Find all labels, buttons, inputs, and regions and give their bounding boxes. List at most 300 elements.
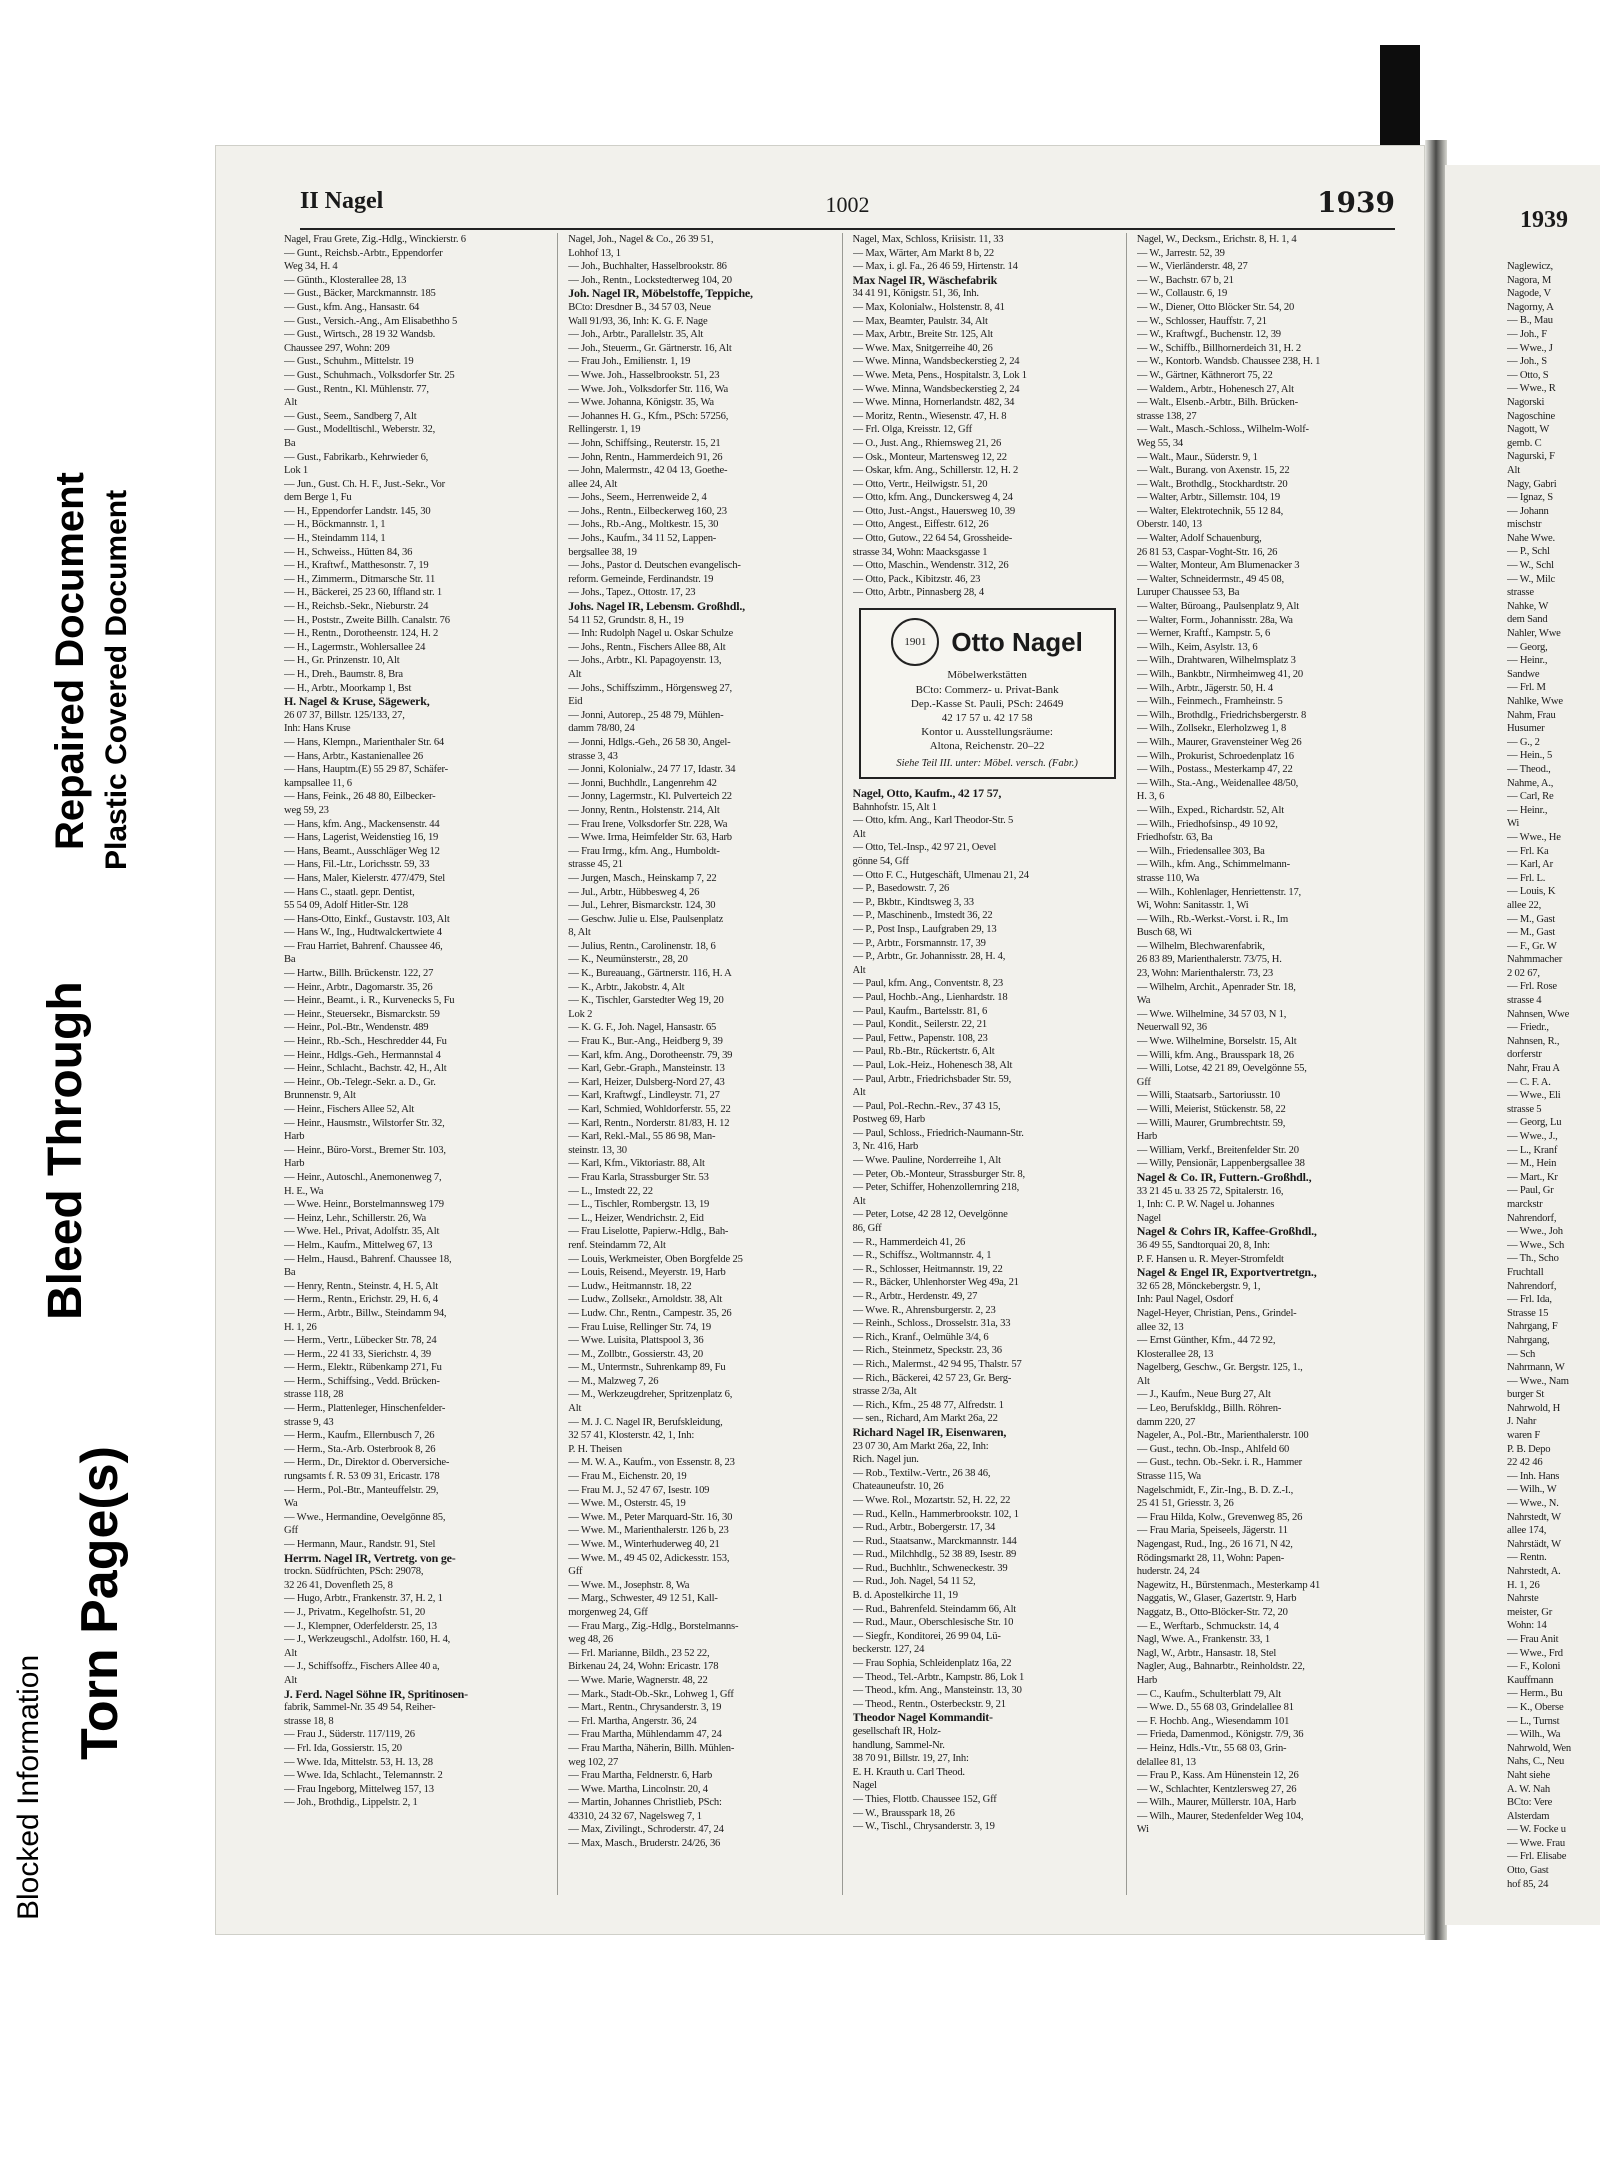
directory-entry: — P., Arbtr., Gr. Johannisstr. 28, H. 4,: [852, 951, 1006, 963]
next-page-entry: — Otto, S: [1507, 369, 1549, 381]
directory-entry: — Wwe. Irma, Heimfelder Str. 63, Harb: [568, 832, 732, 844]
directory-entry: — Frau Ingeborg, Mittelweg 157, 13: [284, 1783, 434, 1795]
directory-entry: — Frau Harriet, Bahrenf. Chaussee 46,: [284, 940, 443, 952]
column-2: [564, 233, 842, 1895]
next-page-entry: — Wwe., Nam: [1507, 1375, 1569, 1387]
next-page-entry: — Wwe., Eli: [1507, 1090, 1561, 1102]
directory-entry: — Mart., Rentn., Chrysanderstr. 3, 19: [568, 1702, 722, 1714]
next-page-entry: Nagorny, A: [1507, 301, 1554, 313]
directory-entry: Theodor Nagel Kommandit-: [852, 1711, 993, 1725]
directory-entry: — Mark., Stadt-Ob.-Skr., Lohweg 1, Gff: [568, 1688, 734, 1700]
directory-entry: — Johs., Rb.-Ang., Moltkestr. 15, 30: [568, 519, 719, 531]
directory-entry: — Rich., Kfm., 25 48 77, Alfredstr. 1: [852, 1399, 1004, 1411]
directory-entry: — Karl, Rekl.-Mal., 55 86 98, Man-: [568, 1131, 716, 1143]
directory-entry: — Herm., Elektr., Rübenkamp 271, Fu: [284, 1362, 442, 1374]
next-page-entry: dem Sand: [1507, 614, 1548, 626]
directory-entry: weg 48, 26: [568, 1634, 614, 1646]
next-page-entry: — Georg, Lu: [1507, 1117, 1562, 1129]
directory-entry: — Joh., Buchhalter, Hasselbrookstr. 86: [568, 261, 727, 273]
next-page-entry: Alt: [1507, 464, 1520, 476]
directory-entry: Klosterallee 28, 13: [1136, 1348, 1214, 1360]
directory-entry: — Joh., Brothdig., Lippelstr. 2, 1: [284, 1797, 418, 1809]
directory-entry: Nagel-Heyer, Christian, Pens., Grindel-: [1136, 1307, 1297, 1319]
next-page-entry: — W., Milc: [1507, 573, 1556, 585]
directory-entry: Johs. Nagel IR, Lebensm. Großhdl.,: [568, 600, 745, 614]
directory-entry: — Rud., Buchhltr., Schweneckestr. 39: [852, 1562, 1008, 1574]
directory-entry: Lok 1: [284, 465, 309, 477]
directory-entry: — Heinr., Rb.-Sch., Heschredder 44, Fu: [284, 1036, 447, 1048]
next-page-entry: Nahrste: [1507, 1593, 1539, 1605]
directory-entry: — Gust., Modelltischl., Weberstr. 32,: [284, 424, 436, 436]
directory-entry: — Osk., Monteur, Martensweg 12, 22: [852, 451, 1007, 463]
directory-entry: — Herm., Schiffsing., Vedd. Brücken-: [284, 1375, 440, 1387]
directory-entry: — Wwe. M., 49 45 02, Adickesstr. 153,: [568, 1552, 730, 1564]
directory-entry: — Wilh., Postass., Mesterkamp 47, 22: [1136, 764, 1293, 776]
page-header: [300, 180, 1395, 230]
directory-entry: — Willi, Staatsarb., Sartoriusstr. 10: [1136, 1090, 1280, 1102]
directory-entry: — Walter, Adolf Schauenburg,: [1136, 533, 1262, 545]
directory-entry: — Wwe. Hel., Privat, Adolfstr. 35, Alt: [284, 1226, 440, 1238]
directory-entry: — Wilh., Exped., Richardstr. 52, Alt: [1136, 804, 1284, 816]
directory-entry: — Wilh., Brothdlg., Friedrichsbergerstr. 8: [1136, 709, 1307, 721]
directory-entry: — Hans, Arbtr., Kastanienallee 26: [284, 750, 424, 762]
directory-entry: — Theod., kfm. Ang., Mansteinstr. 13, 30: [852, 1685, 1022, 1697]
next-page-entry: — K., Oberse: [1507, 1701, 1564, 1713]
directory-entry: — Frau Martha, Feldnerstr. 6, Harb: [568, 1770, 713, 1782]
directory-entry: — Günth., Klosterallee 28, 13: [284, 274, 407, 286]
directory-entry: — Karl, Rentn., Norderstr. 81/83, H. 12: [568, 1117, 730, 1129]
directory-entry: — Otto, Pack., Kibitzstr. 46, 23: [852, 573, 981, 585]
directory-entry: — Max, Kolonialw., Holstenstr. 8, 41: [852, 301, 1005, 313]
label-plastic-covered-document: Plastic Covered Document: [100, 489, 133, 870]
directory-entry: — Otto, Vertr., Heilwigstr. 51, 20: [852, 478, 988, 490]
directory-entry: — Gust., Bäcker, Marckmannstr. 185: [284, 288, 436, 300]
directory-entry: — Frau Irmg., kfm. Ang., Humboldt-: [568, 845, 720, 857]
directory-entry: — W., Gärtner, Käthnerort 75, 22: [1136, 369, 1273, 381]
directory-entry: — R., Bäcker, Uhlenhorster Weg 49a, 21: [852, 1277, 1019, 1289]
next-page-entry: — Frl. M: [1507, 682, 1546, 694]
directory-entry: — Wilh., Prokurist, Schroedenplatz 16: [1136, 750, 1294, 762]
directory-entry: — Wwe. Wilhelmine, Borselstr. 15, Alt: [1136, 1036, 1297, 1048]
directory-entry: — Herm., Plattenleger, Hinschenfelder-: [284, 1403, 446, 1415]
next-page-entry: Nahrwold, H: [1507, 1402, 1561, 1414]
next-page-entry: Strasse 15: [1507, 1307, 1549, 1319]
directory-entry: — Wilhelm, Archit., Apenrader Str. 18,: [1136, 981, 1296, 993]
directory-entry: — Martin, Johannes Christlieb, PSch:: [568, 1797, 722, 1809]
directory-entry: Alt: [284, 397, 297, 409]
directory-entry: — Karl, Kfm., Viktoriastr. 88, Alt: [568, 1158, 705, 1170]
directory-entry: allee 32, 13: [1136, 1321, 1184, 1333]
directory-entry: — E., Werftarb., Schmuckstr. 14, 4: [1136, 1620, 1279, 1632]
directory-entry: — H., Böckmannstr. 1, 1: [284, 519, 386, 531]
directory-entry: — Hans, Fil.-Ltr., Lorichsstr. 59, 33: [284, 859, 430, 871]
directory-entry: — Frau Maria, Speiseels, Jägerstr. 11: [1136, 1525, 1288, 1537]
directory-entry: Alt: [284, 1647, 297, 1659]
directory-entry: — Paul, Rb.-Btr., Rückertstr. 6, Alt: [852, 1046, 995, 1058]
directory-entry: — K. G. F., Joh. Nagel, Hansastr. 65: [568, 1022, 717, 1034]
directory-entry: — Frau Martha, Näherin, Billh. Mühlen-: [568, 1742, 735, 1754]
directory-entry: — Frau Irene, Volksdorfer Str. 228, Wa: [568, 818, 728, 830]
directory-entry: — Reinh., Schloss., Drosselstr. 31a, 33: [852, 1318, 1011, 1330]
directory-entry: — Frau Liselotte, Papierw.-Hdlg., Bah-: [568, 1226, 729, 1238]
directory-entry: — Theod., Rentn., Osterbeckstr. 9, 21: [852, 1698, 1006, 1710]
directory-entry: — Wilh., Sta.-Ang., Weidenallee 48/50,: [1136, 777, 1299, 789]
directory-entry: Neuerwall 92, 36: [1136, 1022, 1207, 1034]
directory-entry: — Henry, Rentn., Steinstr. 4, H. 5, Alt: [284, 1280, 438, 1292]
directory-entry: Wa: [284, 1498, 298, 1510]
directory-entry: fabrik, Sammel-Nr. 35 49 54, Reiher-: [284, 1702, 436, 1714]
next-page-entry: marckstr: [1507, 1198, 1543, 1210]
directory-entry: — O., Just. Ang., Rhiemsweg 21, 26: [852, 437, 1002, 449]
directory-entry: — Johs., Rentn., Fischers Allee 88, Alt: [568, 641, 726, 653]
directory-entry: strasse 45, 21: [568, 859, 623, 871]
directory-entry: Oberstr. 140, 13: [1136, 519, 1202, 531]
directory-entry: — R., Hammerdeich 41, 26: [852, 1236, 966, 1248]
directory-entry: — Max, Wärter, Am Markt 8 b, 22: [852, 247, 994, 259]
directory-entry: — Walt., Elsenb.-Arbtr., Bilh. Brücken-: [1136, 397, 1298, 409]
next-page-entry: Sandwe: [1507, 668, 1540, 680]
directory-entry: — Hans W., Ing., Hudtwalckertwiete 4: [284, 927, 442, 939]
directory-entry: — Hans-Otto, Einkf., Gustavstr. 103, Alt: [284, 913, 450, 925]
directory-entry: — Wwe. Ida, Schlacht., Telemannstr. 2: [284, 1770, 443, 1782]
directory-entry: — Wwe. Heinr., Borstelmannsweg 179: [284, 1199, 444, 1211]
directory-entry: — Wilh., Arbtr., Jägerstr. 50, H. 4: [1136, 682, 1274, 694]
next-page-entry: — Joh., S: [1507, 356, 1547, 368]
directory-entry: — Wwe. D., 55 68 03, Grindelallee 81: [1136, 1702, 1294, 1714]
directory-entry: — Jurgen, Masch., Heinskamp 7, 22: [568, 872, 717, 884]
directory-entry: — W., Tischl., Chrysanderstr. 3, 19: [852, 1821, 995, 1833]
next-page-entry: — Paul, Gr: [1507, 1185, 1554, 1197]
directory-entry: — Walter, Form., Johannisstr. 28a, Wa: [1136, 614, 1293, 626]
next-page-entry: — G., 2: [1507, 736, 1540, 748]
directory-entry: — Karl, Schmied, Wohldorferstr. 55, 22: [568, 1104, 731, 1115]
directory-entry: Ba: [284, 954, 296, 966]
ad-subtitle: Möbelwerkstätten: [947, 669, 1027, 682]
directory-entry: Lok 2: [568, 1008, 593, 1020]
next-page-entry: strasse: [1507, 587, 1534, 599]
directory-entry: — Otto, kfm. Ang., Dunckersweg 4, 24: [852, 492, 1013, 504]
directory-entry: Nageler, A., Pol.-Btr., Marienthalerstr. 100: [1136, 1430, 1309, 1442]
directory-entry: Nagl, Wwe. A., Frankenstr. 33, 1: [1136, 1634, 1270, 1646]
directory-entry: — Wwe. M., Josephstr. 8, Wa: [568, 1579, 690, 1591]
directory-entry: — Johs., Rentn., Eilbeckerweg 160, 23: [568, 505, 727, 517]
directory-entry: 26 07 37, Billstr. 125/133, 27,: [284, 709, 405, 721]
directory-entry: Richard Nagel IR, Eisenwaren,: [852, 1425, 1007, 1439]
next-page-entry: Nahrstedt, A.: [1507, 1566, 1561, 1577]
directory-entry: Gff: [284, 1525, 298, 1537]
directory-entry: — Walter, Elektrotechnik, 55 12 84,: [1136, 505, 1284, 517]
next-page-entry: Alsterdam: [1507, 1810, 1550, 1822]
directory-entry: Harb: [284, 1158, 305, 1170]
directory-entry: Weg 55, 34: [1136, 437, 1184, 449]
directory-entry: — Louis, Reisend., Meyerstr. 19, Harb: [568, 1267, 726, 1279]
directory-entry: morgenweg 24, Gff: [568, 1606, 648, 1618]
directory-entry: — Marg., Schwester, 49 12 51, Kall-: [568, 1593, 718, 1605]
directory-entry: — M. J. C. Nagel IR, Berufskleidung,: [568, 1416, 723, 1428]
directory-entry: Alt: [852, 964, 866, 976]
directory-entry: — Heinr., Ob.-Telegr.-Sekr. a. D., Gr.: [284, 1076, 436, 1088]
next-page-entry: H. 1, 26: [1507, 1579, 1540, 1591]
directory-entry: — Wwe. Meta, Pens., Hospitalstr. 3, Lok 1: [852, 369, 1027, 381]
directory-entry: — Willi, kfm. Ang., Brausspark 18, 26: [1136, 1049, 1294, 1061]
next-page-entry: — Th., Scho: [1507, 1253, 1559, 1265]
directory-entry: — Heinr., Arbtr., Dagomarstr. 35, 26: [284, 981, 433, 993]
directory-entry: — Karl, Heizer, Dulsberg-Nord 27, 43: [568, 1076, 725, 1088]
directory-entry: — Wwe. Martha, Lincolnstr. 20, 4: [568, 1783, 708, 1795]
directory-entry: — Wwe. R., Ahrensburgerstr. 2, 23: [852, 1304, 996, 1316]
directory-entry: Strasse 115, Wa: [1136, 1471, 1201, 1483]
directory-entry: Chateauneufstr. 10, 26: [852, 1481, 944, 1493]
directory-entry: Wa: [1136, 995, 1151, 1007]
directory-entry: — Gust., Schuhmach., Volksdorfer Str. 25: [284, 369, 455, 381]
next-page-entry: allee 174,: [1507, 1525, 1547, 1537]
directory-entry: strasse 3, 43: [568, 750, 618, 762]
directory-entry: — sen., Richard, Am Markt 26a, 22: [852, 1413, 998, 1425]
directory-entry: — Otto, Angest., Eiffestr. 612, 26: [852, 519, 989, 531]
directory-entry: — Hartw., Billh. Brückenstr. 122, 27: [284, 968, 434, 980]
directory-entry: — Wilh., Bankbtr., Nirmheimweg 41, 20: [1136, 669, 1303, 680]
directory-entry: — Hans, Maler, Kielerstr. 477/479, Stel: [284, 872, 445, 884]
directory-entry: H. 1, 26: [284, 1321, 317, 1333]
directory-entry: — Helm., Hausd., Bahrenf. Chaussee 18,: [284, 1253, 452, 1265]
directory-entry: — Wilh., Rb.-Werkst.-Vorst. i. R., Im: [1136, 913, 1289, 925]
directory-entry: — M., Werkzeugdreher, Spritzenplatz 6,: [568, 1389, 733, 1401]
next-page-entry: — Wwe., Sch: [1507, 1239, 1565, 1251]
next-page-entry: — Wwe., J: [1507, 342, 1553, 354]
directory-entry: — Johs., Arbtr., Kl. Papagoyenstr. 13,: [568, 655, 722, 667]
directory-entry: Nagengast, Rud., Ing., 26 16 71, N 42,: [1136, 1539, 1293, 1550]
directory-entry: weg 59, 23: [284, 804, 329, 816]
directory-entry: — P., Basedowstr. 7, 26: [852, 883, 950, 895]
directory-entry: — Heinr., Beamt., i. R., Kurvenecks 5, Fu: [284, 995, 455, 1007]
directory-entry: — Inh: Rudolph Nagel u. Oskar Schulze: [568, 628, 733, 640]
directory-entry: strasse 118, 28: [284, 1389, 344, 1401]
directory-entry: Alt: [568, 1403, 582, 1415]
next-page-entry: — Frl. Elisabe: [1507, 1851, 1567, 1863]
directory-entry: — Herm., 22 41 33, Sierichstr. 4, 39: [284, 1348, 431, 1360]
next-page-entry: — Theod.,: [1507, 763, 1551, 775]
directory-entry: — Heinz, Lehr., Schillerstr. 26, Wa: [284, 1212, 426, 1224]
directory-entry: damm 78/80, 24: [568, 723, 635, 735]
directory-entry: 32 26 41, Dovenfleth 25, 8: [284, 1579, 393, 1591]
directory-entry: — Willy, Pensionär, Lappenbergsallee 38: [1136, 1158, 1305, 1170]
directory-entry: Alt: [568, 669, 582, 680]
directory-entry: — Frau Martha, Mühlendamm 47, 24: [568, 1729, 722, 1741]
directory-entry: — Rich., Bäckerei, 42 57 23, Gr. Berg-: [852, 1372, 1012, 1384]
ad-line-3: 42 17 57 u. 42 17 58: [941, 712, 1033, 725]
directory-entry: — Ludw. Chr., Rentn., Campestr. 35, 26: [568, 1307, 732, 1319]
directory-entry: Nagel & Cohrs IR, Kaffee-Großhdl.,: [1136, 1225, 1317, 1239]
directory-entry: — H., Zimmerm., Ditmarsche Str. 11: [284, 573, 436, 585]
next-page-entry: Nahrmann, W: [1507, 1362, 1565, 1374]
directory-entry: BCto: Dresdner B., 34 57 03, Neue: [568, 301, 711, 313]
next-page-entry: Nagorski: [1507, 396, 1545, 408]
directory-entry: E. H. Krauth u. Carl Theod.: [852, 1766, 965, 1778]
directory-entry: 43310, 24 32 67, Nagelsweg 7, 1: [568, 1810, 702, 1822]
next-page-entry: — Wilh., W: [1507, 1484, 1557, 1496]
otto-nagel-advertisement: [859, 608, 1116, 779]
directory-entry: reform. Gemeinde, Ferdinandstr. 19: [568, 573, 714, 585]
next-page-entry: J. Nahr: [1507, 1416, 1537, 1428]
directory-entry: — Helm., Kaufm., Mittelweg 67, 13: [284, 1239, 433, 1251]
next-page-entry: BCto: Vere: [1507, 1797, 1553, 1809]
directory-entry: — John, Malermstr., 42 04 13, Goethe-: [568, 465, 728, 477]
next-page-entry: Nahrstedt, W: [1507, 1511, 1561, 1523]
directory-entry: 33 21 45 u. 33 25 72, Spitalerstr. 16,: [1136, 1185, 1284, 1197]
ad-line-5: Altona, Reichenstr. 20–22: [929, 740, 1045, 753]
directory-entry: — K., Bureauang., Gärtnerstr. 116, H. A: [568, 968, 732, 980]
directory-entry: weg 102, 27: [568, 1756, 619, 1768]
directory-entry: Inh: Paul Nagel, Osdorf: [1136, 1294, 1234, 1306]
directory-entry: Wi: [1136, 1824, 1149, 1836]
next-page-entry: — M., Gast: [1507, 913, 1556, 925]
directory-columns: [280, 233, 1410, 1895]
directory-entry: — Gust., Schuhm., Mittelstr. 19: [284, 356, 414, 368]
next-page-entry: P. B. Depo: [1507, 1443, 1551, 1455]
directory-entry: — Paul, Hochb.-Ang., Lienhardstr. 18: [852, 991, 1008, 1003]
directory-entry: — Jonni, Hdlgs.-Geh., 26 58 30, Angel-: [568, 736, 731, 748]
directory-entry: Postweg 69, Harb: [852, 1114, 925, 1126]
directory-entry: bergsallee 38, 19: [568, 546, 637, 558]
directory-entry: P. H. Theisen: [568, 1443, 622, 1455]
next-page-entry: Nahrendorf,: [1507, 1212, 1557, 1224]
directory-entry: — Hans, Lagerist, Weidenstieg 16, 19: [284, 832, 439, 844]
directory-entry: — Wilh., Zollsekr., Elerholzweg 1, 8: [1136, 723, 1287, 735]
directory-entry: — W., Schiffb., Billhornerdeich 31, H. 2: [1136, 342, 1301, 354]
directory-entry: Friedhofstr. 63, Ba: [1136, 832, 1213, 844]
directory-entry: damm 220, 27: [1136, 1416, 1196, 1428]
next-page-entry: Nahnsen, Wwe: [1507, 1008, 1570, 1020]
directory-entry: — Johs., Tapez., Ottostr. 17, 23: [568, 587, 696, 599]
next-page-entry: — F., Koloni: [1507, 1661, 1561, 1673]
directory-entry: — Heinr., Autoschl., Anemonenweg 7,: [284, 1171, 442, 1183]
next-page-entry: Nahke, W: [1507, 600, 1549, 612]
directory-entry: Ba: [284, 1267, 296, 1279]
next-page-year: 1939: [1520, 207, 1568, 233]
next-page-entry: allee 22,: [1507, 899, 1542, 911]
ad-note: Siehe Teil III. unter: Möbel. versch. (Fabr.): [896, 758, 1078, 770]
directory-entry: — Paul, Schloss., Friedrich-Naumann-Str.: [852, 1127, 1024, 1139]
directory-entry: gönne 54, Gff: [852, 856, 909, 867]
directory-entry: Nagel: [1136, 1212, 1162, 1224]
directory-entry: Nagel, Joh., Nagel & Co., 26 39 51,: [568, 234, 714, 245]
directory-entry: — Wwe. M., Marienthalerstr. 126 b, 23: [568, 1525, 729, 1537]
directory-entry: — Wilh., Drahtwaren, Wilhelmsplatz 3: [1136, 655, 1296, 667]
directory-entry: — Rud., Maur., Oberschlesische Str. 10: [852, 1617, 1014, 1629]
directory-entry: — Rich., Malermst., 42 94 95, Thalstr. 57: [852, 1358, 1022, 1370]
directory-entry: rungsamts f. R. 53 09 31, Ericastr. 178: [284, 1471, 440, 1483]
next-page-entry: — Frl. Ida,: [1507, 1294, 1552, 1306]
directory-entry: — Wilh., Maurer, Müllerstr. 10A, Harb: [1136, 1797, 1297, 1809]
directory-entry: — W., Brausspark 18, 26: [852, 1807, 955, 1819]
next-page-entry: — M., Gast: [1507, 927, 1556, 939]
next-page-entry: Nahme, A.,: [1507, 777, 1554, 789]
directory-entry: Bahnhofstr. 15, Alt 1: [852, 801, 937, 813]
ad-line-2: Dep.-Kasse St. Pauli, PSch: 24649: [910, 698, 1064, 711]
next-page-entry: — Georg,: [1507, 641, 1548, 653]
directory-entry: — Gust., techn. Ob.-Insp., Ahlfeld 60: [1136, 1443, 1290, 1455]
directory-entry: — M. W. A., Kaufm., von Essenstr. 8, 23: [568, 1457, 735, 1469]
page-year: 1939: [1317, 186, 1395, 219]
directory-entry: — P., Post Insp., Laufgraben 29, 13: [852, 923, 997, 935]
directory-entry: strasse 18, 8: [284, 1715, 334, 1727]
directory-entry: — Wwe. M., Peter Marquard-Str. 16, 30: [568, 1511, 733, 1523]
directory-entry: — J., Schiffsoffz., Fischers Allee 40 a,: [284, 1661, 440, 1673]
directory-entry: — Geschw. Julie u. Else, Paulsenplatz: [568, 913, 724, 925]
directory-entry: — J., Werkzeugschl., Adolfstr. 160, H. 4,: [284, 1634, 451, 1646]
directory-entry: — L., Heizer, Wendrichstr. 2, Eid: [568, 1212, 704, 1224]
next-page-entry: Nahm, Frau: [1507, 709, 1556, 721]
directory-entry: — F. Hochb. Ang., Wiesendamm 101: [1136, 1715, 1290, 1727]
next-page-entry: — M., Hein: [1507, 1158, 1557, 1170]
annotation-sidebar: [0, 200, 200, 1920]
directory-entry: — M., Zollbtr., Gossierstr. 43, 20: [568, 1348, 703, 1360]
directory-entry: — Louis, Werkmeister, Oben Borgfelde 25: [568, 1253, 743, 1265]
directory-entry: — Wwe. Johanna, Königstr. 35, Wa: [568, 397, 714, 409]
next-page-entry: Nagora, M: [1507, 274, 1552, 286]
directory-entry: renf. Steindamm 72, Alt: [568, 1239, 666, 1251]
next-page-entry: — Friedr.,: [1507, 1022, 1549, 1034]
directory-entry: — Theod., Tel.-Arbtr., Kampstr. 86, Lok 1: [852, 1671, 1025, 1683]
directory-entry: Nagelberg, Geschw., Gr. Bergstr. 125, 1.,: [1136, 1362, 1303, 1374]
directory-entry: — Heinr., Steuersekr., Bismarckstr. 59: [284, 1008, 440, 1020]
directory-entry: 8, Alt: [568, 927, 591, 939]
directory-entry: strasse 2/3a, Alt: [852, 1386, 917, 1398]
directory-entry: — Walter, Büroang., Paulsenplatz 9, Alt: [1136, 601, 1300, 613]
directory-entry: Naggatz, B., Otto-Blöcker-Str. 72, 20: [1136, 1606, 1288, 1618]
directory-entry: — Wwe. Joh., Volksdorfer Str. 116, Wa: [568, 383, 729, 395]
next-page-entry: waren F: [1507, 1430, 1541, 1442]
directory-entry: — Jonni, Kolonialw., 24 77 17, Idastr. 34: [568, 764, 736, 776]
directory-entry: — Hans, Beamt., Ausschläger Weg 12: [284, 845, 440, 857]
next-page-entry: hof 85, 24: [1507, 1878, 1549, 1890]
directory-entry: — Wwe. Joh., Hasselbrookstr. 51, 23: [568, 369, 720, 381]
directory-entry: — K., Neumünsterstr., 28, 20: [568, 954, 688, 966]
directory-entry: — J., Kaufm., Neue Burg 27, Alt: [1136, 1389, 1271, 1401]
ad-line-4: Kontor u. Ausstellungsräume:: [921, 726, 1053, 739]
directory-entry: Brunnenstr. 9, Alt: [284, 1090, 356, 1102]
directory-entry: — Max, Masch., Bruderstr. 24/26, 36: [568, 1838, 721, 1850]
directory-entry: — Frieda, Damenmod., Königstr. 7/9, 36: [1136, 1729, 1304, 1741]
directory-entry: — Gust., techn. Ob.-Sekr. i. R., Hammer: [1136, 1457, 1302, 1469]
next-page-entry: — P., Schl: [1507, 546, 1550, 558]
directory-entry: — Johs., Kaufm., 34 11 52, Lappen-: [568, 533, 717, 545]
directory-entry: 26 83 89, Marienthalerstr. 73/75, H.: [1136, 954, 1282, 966]
directory-entry: — H., Schweiss., Hütten 84, 36: [284, 546, 413, 558]
directory-entry: — H., Reichsb.-Sekr., Nieburstr. 24: [284, 601, 429, 613]
next-page-entry: — Johann: [1507, 505, 1549, 517]
directory-entry: — Herm., Kaufm., Ellernbusch 7, 26: [284, 1430, 435, 1442]
next-page-fragment: [1445, 165, 1600, 1925]
next-page-entry: Nahe Wwe.: [1507, 532, 1556, 544]
directory-entry: — Max, i. gl. Fa., 26 46 59, Hirtenstr. 14: [852, 261, 1018, 273]
directory-entry: — Gunt., Reichsb.-Arbtr., Eppendorfer: [284, 247, 443, 259]
directory-entry: — K., Arbtr., Jakobstr. 4, Alt: [568, 981, 685, 993]
next-page-entry: Nahler, Wwe: [1507, 628, 1561, 640]
directory-entry: — Wwe. Marie, Wagnerstr. 48, 22: [568, 1674, 708, 1686]
directory-entry: — Frl. Ida, Gossierstr. 15, 20: [284, 1742, 402, 1754]
directory-entry: — Johs., Schiffszimm., Hörgensweg 27,: [568, 682, 733, 694]
directory-entry: — R., Schiffsz., Woltmannstr. 4, 1: [852, 1250, 992, 1262]
label-torn-pages: Torn Page(s): [71, 1446, 129, 1760]
directory-entry: H. E., Wa: [284, 1185, 324, 1197]
directory-entry: — W., Collaustr. 6, 19: [1136, 288, 1228, 300]
directory-entry: — L., Imstedt 22, 22: [568, 1185, 653, 1197]
next-page-entry: — F., Gr. W: [1507, 940, 1557, 952]
next-page-entry: A. W. Nah: [1507, 1783, 1550, 1795]
directory-entry: — Rich., Steinmetz, Speckstr. 23, 36: [852, 1345, 1002, 1357]
directory-entry: — Gust., Fabrikarb., Kehrwieder 6,: [284, 451, 429, 463]
